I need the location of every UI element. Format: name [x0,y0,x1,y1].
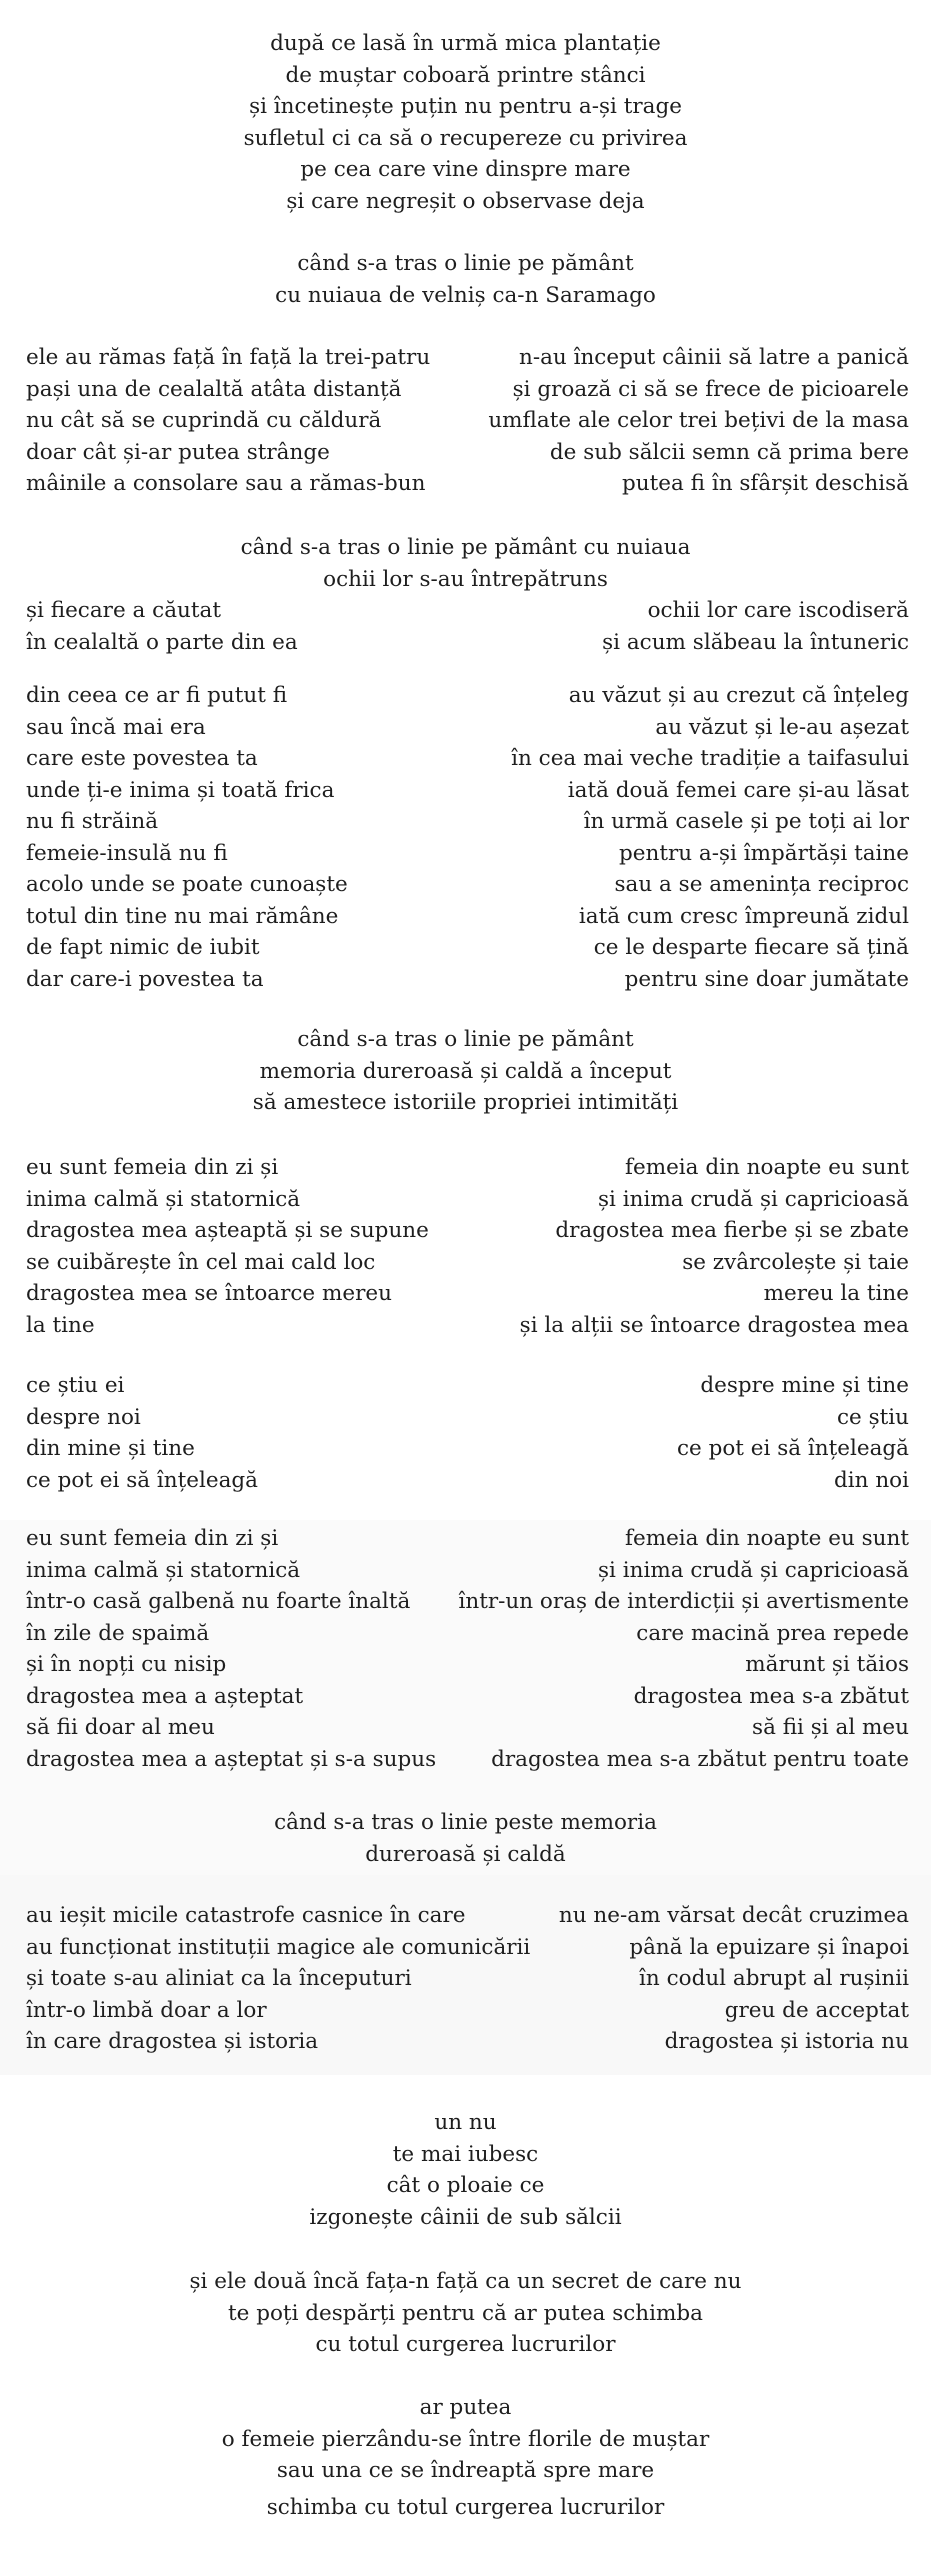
poem-line: doar cât și-ar putea strânge [26,439,330,465]
poem-line: care este povestea ta [26,746,258,771]
poem-line: sau încă mai era [26,714,206,740]
poem-line: mărunt și tăios [745,1652,909,1677]
poem-line: dragostea mea fierbe și se zbate [555,1218,909,1243]
poem-line: dragostea mea a așteptat [26,1683,304,1709]
poem-line: ele au rămas față în față la trei-patru [26,345,431,370]
stanza-rain [0,2107,931,2233]
poem-line: nu ne-am vărsat decât cruzimea [558,1903,909,1928]
poem-line: despre mine și tine [700,1373,909,1398]
poem-line: în care dragostea și istoria [26,2029,319,2054]
poem-line: dragostea mea așteaptă și se supune [26,1218,429,1243]
poem-line: eu sunt femeia din zi și [26,1526,279,1551]
column-left-day-woman [26,1152,466,1341]
poem-line: la tine [26,1312,95,1338]
poem-line: dragostea mea a așteptat și s-a supus [26,1746,437,1772]
stanza-mustard-flowers [0,2392,931,2487]
poem-line: într-un oraș de interdicții și avertismente [458,1589,909,1614]
poem-line: dar care-i povestea ta [26,966,264,992]
poem-line: un nu [434,2110,497,2135]
column-left-women-facing [26,342,466,500]
poem-line: umflate ale celor trei bețivi de la masa [488,408,909,433]
column-right-dogs [439,342,909,500]
poem-line: sau a se amenința reciproc [614,872,909,897]
poem-line: în cea mai veche tradiție a taifasului [511,746,909,771]
poem-line: iată cum cresc împreună zidul [578,903,909,929]
column-right-city [439,1523,909,1775]
poem-line: pași una de cealaltă atâta distanță [26,376,402,402]
poem-line: ochii lor care iscodiseră [647,598,909,623]
poem-line: izgonește câinii de sub sălcii [309,2204,622,2230]
poem-line: femeia din noapte eu sunt [625,1155,909,1180]
poem-line: dragostea și istoria nu [664,2029,909,2054]
poem-line: sau una ce se îndreaptă spre mare [276,2458,655,2483]
poem-line: femeia din noapte eu sunt [625,1526,909,1551]
poem-line: în cealaltă o parte din ea [26,629,298,655]
poem-line: de muștar coboară printre stânci [285,62,646,88]
poem-line: și toate s-au aliniat ca la începuturi [26,1966,412,1991]
poem-line: să amestece istoriile propriei intimități [252,1090,679,1115]
poem-line: memoria dureroasă și caldă a început [259,1058,672,1084]
column-right-cruelty [439,1900,909,2058]
refrain-eyes [0,532,931,595]
poem-line: dragostea mea se întoarce mereu [26,1281,392,1306]
poem-line: după ce lasă în urmă mica plantație [270,31,661,56]
poem-line: te mai iubesc [392,2141,539,2167]
poem-line: și fiecare a căutat [26,598,221,623]
poem-line: iată două femei care și-au lăsat [567,777,909,803]
poem-line: să fii doar al meu [26,1715,215,1740]
poem-line: și care negreșit o observase deja [286,188,645,214]
column-right-tradition [439,680,909,995]
poem-line: din noi [834,1467,909,1493]
poem-line: au funcționat instituții magice ale comunicării [26,1934,531,1960]
poem-line: nu fi străină [26,809,159,834]
poem-line: dragostea mea s-a zbătut [633,1683,909,1709]
poem-line: eu sunt femeia din zi și [26,1155,279,1180]
poem-line: inima calmă și statornică [26,1186,301,1212]
poem-line: cu totul curgerea lucrurilor [315,2332,616,2357]
poem-line: când s-a tras o linie pe pământ [297,1027,634,1052]
poem-line: au văzut și le-au așezat [655,714,909,740]
poem-line: dureroasă și caldă [365,1841,566,1867]
poem-line: din ceea ce ar fi putut fi [26,683,288,708]
column-right-night-woman [439,1152,909,1341]
poem-line: de fapt nimic de iubit [26,935,260,960]
poem-line: și la alții se întoarce dragostea mea [519,1312,909,1338]
poem-line: când s-a tras o linie pe pământ cu nuiaua [240,535,691,560]
poem-line: femeie-insulă nu fi [26,840,228,866]
poem-line: în codul abrupt al rușinii [639,1966,909,1991]
poem-line: cât o ploaie ce [386,2173,545,2198]
poem-line: o femeie pierzându-se între florile de muștar [221,2426,710,2452]
poem-line: să fii și al meu [752,1715,909,1740]
poem-line: până la epuizare și înapoi [629,1934,909,1960]
refrain-memory [0,1024,931,1119]
poem-line: și ele două încă fața-n față ca un secret de care nu [189,2269,742,2294]
column-right-eyes [439,595,909,658]
poem-line: când s-a tras o linie peste memoria [274,1810,657,1835]
poem-line: mereu la tine [763,1281,909,1306]
column-left-searched [26,595,466,658]
poem-line: în urmă casele și pe toți ai lor [583,809,909,834]
poem-line: pentru a-și împărtăși taine [619,840,909,866]
poem-line: în zile de spaimă [26,1620,210,1646]
poem-line: ce le desparte fiecare să țină [593,935,909,960]
poem-line: se cuibărește în cel mai cald loc [26,1249,376,1275]
poem-line: acolo unde se poate cunoaște [26,872,348,897]
poem-line: inima calmă și statornică [26,1557,301,1583]
poem-line: ar putea [419,2395,512,2420]
poem-line: și inima crudă și capricioasă [597,1186,909,1212]
column-left-what-they-know [26,1370,466,1496]
stanza-secret [0,2266,931,2361]
refrain-over-memory [0,1807,931,1870]
poem-line: și încetinește puțin nu pentru a-și trage [249,94,682,119]
poem-line: te poți despărți pentru că ar putea schimba [228,2300,703,2326]
poem-line: care macină prea repede [636,1620,909,1646]
poem-line: ce știu [837,1404,909,1430]
poem-line: ce știu ei [26,1373,125,1398]
column-left-yellow-house [26,1523,466,1775]
poem-line: dragostea mea s-a zbătut pentru toate [491,1746,909,1772]
poem-line: pe cea care vine dinspre mare [300,157,631,182]
refrain-saramago [0,248,931,311]
poem-line: unde ți-e inima și toată frica [26,777,335,803]
poem-line: și în nopți cu nisip [26,1652,227,1677]
poem-line: când s-a tras o linie pe pământ [297,251,634,276]
stanza-opening [0,28,931,217]
poem-line: cu nuiaua de velniș ca-n Saramago [275,282,656,308]
poem-line: au ieșit micile catastrofe casnice în care [26,1903,466,1928]
poem-line: din mine și tine [26,1436,195,1461]
poem-line: și groază ci să se frece de picioarele [512,376,909,402]
poem-line: ce pot ei să înțeleagă [26,1467,258,1493]
column-right-what-they-know [439,1370,909,1496]
poem-line: despre noi [26,1404,141,1430]
poem-line: se zvârcolește și taie [682,1249,909,1275]
poem-line: într-o casă galbenă nu foarte înaltă [26,1589,411,1614]
column-left-catastrophes [26,1900,531,2058]
poem-line: și acum slăbeau la întuneric [602,629,909,655]
poem-line: mâinile a consolare sau a rămas-bun [26,471,426,496]
poem-line: ce pot ei să înțeleagă [677,1436,909,1461]
poem-line: de sub sălcii semn că prima bere [549,439,909,465]
poem-line: ochii lor s-au întrepătruns [323,566,608,592]
poem-line: sufletul ci ca să o recupereze cu privirea [243,125,688,151]
poem-line: greu de acceptat [724,1997,909,2023]
poem-line: au văzut și au crezut că înțeleg [568,683,909,708]
poem-line: pentru sine doar jumătate [624,966,909,992]
column-left-your-story [26,680,466,995]
poem-line: totul din tine nu mai rămâne [26,903,339,929]
poem-line: nu cât să se cuprindă cu căldură [26,408,382,433]
poem-line: schimba cu totul curgerea lucrurilor [266,2495,665,2520]
poem-line: într-o limbă doar a lor [26,1997,267,2023]
final-line [0,2492,931,2524]
poem-line: n-au început câinii să latre a panică [518,345,909,370]
poem-line: și inima crudă și capricioasă [597,1557,909,1583]
poem-line: putea fi în sfârșit deschisă [622,471,909,496]
